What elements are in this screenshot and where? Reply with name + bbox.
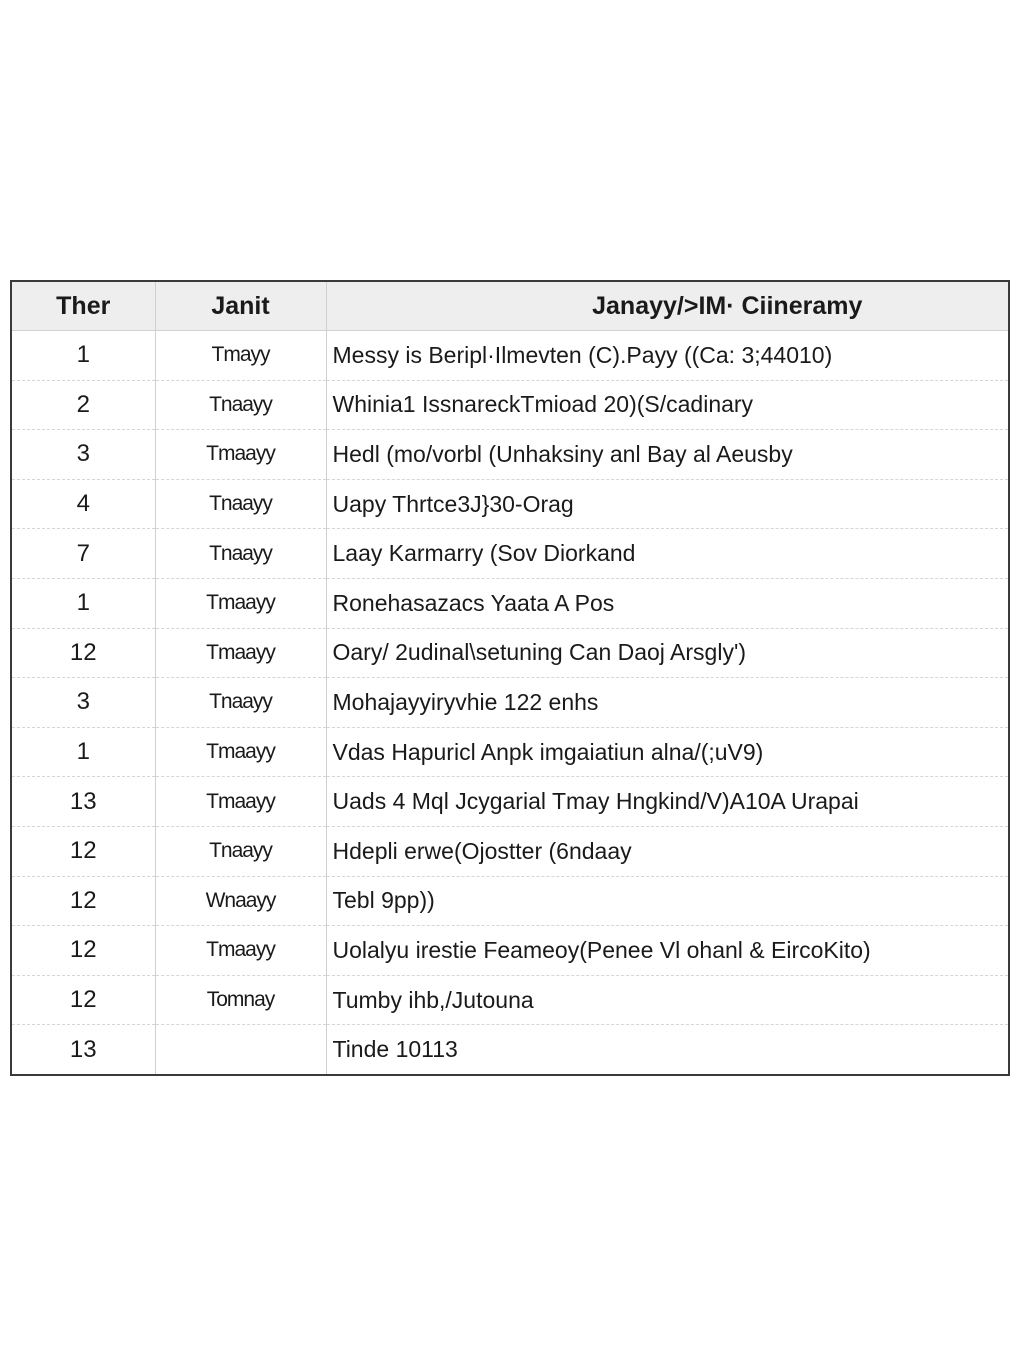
cell-number: 1 <box>12 331 155 381</box>
data-table-container <box>10 280 1010 1076</box>
table-row <box>12 777 1008 827</box>
table-row <box>12 678 1008 728</box>
cell-number: 12 <box>12 628 155 678</box>
cell-description: Uolalyu irestie Feameoy(Penee Vl ohanl & EircoKito) <box>326 926 1008 976</box>
table-row <box>12 826 1008 876</box>
cell-description: Vdas Hapuricl Anpk imgaiatiun alna/(;uV9) <box>326 727 1008 777</box>
cell-number: 12 <box>12 876 155 926</box>
cell-name: Tmaayy <box>155 628 326 678</box>
table-row <box>12 876 1008 926</box>
cell-name: Tnaayy <box>155 529 326 579</box>
data-table <box>12 282 1008 1074</box>
cell-number: 1 <box>12 727 155 777</box>
cell-description: Uads 4 Mql Jcygarial Tmay Hngkind/V)A10A Urapai <box>326 777 1008 827</box>
table-row <box>12 529 1008 579</box>
cell-number: 13 <box>12 777 155 827</box>
cell-number: 7 <box>12 529 155 579</box>
cell-name: Tmaayy <box>155 578 326 628</box>
cell-description: Ronehasazacs Yaata A Pos <box>326 578 1008 628</box>
table-row <box>12 727 1008 777</box>
cell-name: Tmaayy <box>155 430 326 480</box>
header-row <box>12 282 1008 331</box>
cell-description: Hdepli erwe(Ojostter (6ndaay <box>326 826 1008 876</box>
cell-name: Tmayy <box>155 331 326 381</box>
cell-number: 12 <box>12 826 155 876</box>
cell-name <box>155 1025 326 1074</box>
cell-name: Wnaayy <box>155 876 326 926</box>
cell-name: Tnaayy <box>155 479 326 529</box>
cell-number: 12 <box>12 975 155 1025</box>
cell-number: 3 <box>12 678 155 728</box>
cell-description: Uapy Thrtce3J}30-Orag <box>326 479 1008 529</box>
cell-name: Tmaayy <box>155 926 326 976</box>
cell-description: Tebl 9pp)) <box>326 876 1008 926</box>
table-row <box>12 578 1008 628</box>
cell-description: Mohajayyiryvhie 122 enhs <box>326 678 1008 728</box>
cell-name: Tnaayy <box>155 678 326 728</box>
cell-number: 4 <box>12 479 155 529</box>
table-body <box>12 331 1008 1074</box>
table-row <box>12 975 1008 1025</box>
cell-name: Tmaayy <box>155 727 326 777</box>
table-row <box>12 628 1008 678</box>
cell-number: 3 <box>12 430 155 480</box>
cell-description: Tumby ihb,/Jutouna <box>326 975 1008 1025</box>
table-row <box>12 1025 1008 1074</box>
table-header <box>12 282 1008 331</box>
cell-description: Oary/ 2udinal\setuning Can Daoj Arsgly') <box>326 628 1008 678</box>
cell-description: Messy is Beripl·Ilmevten (C).Payy ((Ca: 3;44010) <box>326 331 1008 381</box>
column-header-number: Ther <box>12 282 155 331</box>
table-row <box>12 926 1008 976</box>
cell-number: 1 <box>12 578 155 628</box>
cell-name: Tnaayy <box>155 380 326 430</box>
cell-number: 2 <box>12 380 155 430</box>
cell-number: 13 <box>12 1025 155 1074</box>
cell-description: Whinia1 IssnareckTmioad 20)(S/cadinary <box>326 380 1008 430</box>
cell-name: Tmaayy <box>155 777 326 827</box>
column-header-description: Janayy/>IM· Ciineramy <box>326 282 1008 331</box>
table-row <box>12 430 1008 480</box>
table-row <box>12 380 1008 430</box>
cell-name: Tnaayy <box>155 826 326 876</box>
cell-description: Tinde 10113 <box>332 1036 458 1063</box>
table-row <box>12 479 1008 529</box>
table-row <box>12 331 1008 381</box>
cell-description: Laay Karmarry (Sov Diorkand <box>326 529 1008 579</box>
cell-description: Hedl (mo/vorbl (Unhaksiny anl Bay al Aeusby <box>326 430 1008 480</box>
cell-number: 12 <box>12 926 155 976</box>
cell-name: Tomnay <box>155 975 326 1025</box>
column-header-name: Janit <box>155 282 326 331</box>
